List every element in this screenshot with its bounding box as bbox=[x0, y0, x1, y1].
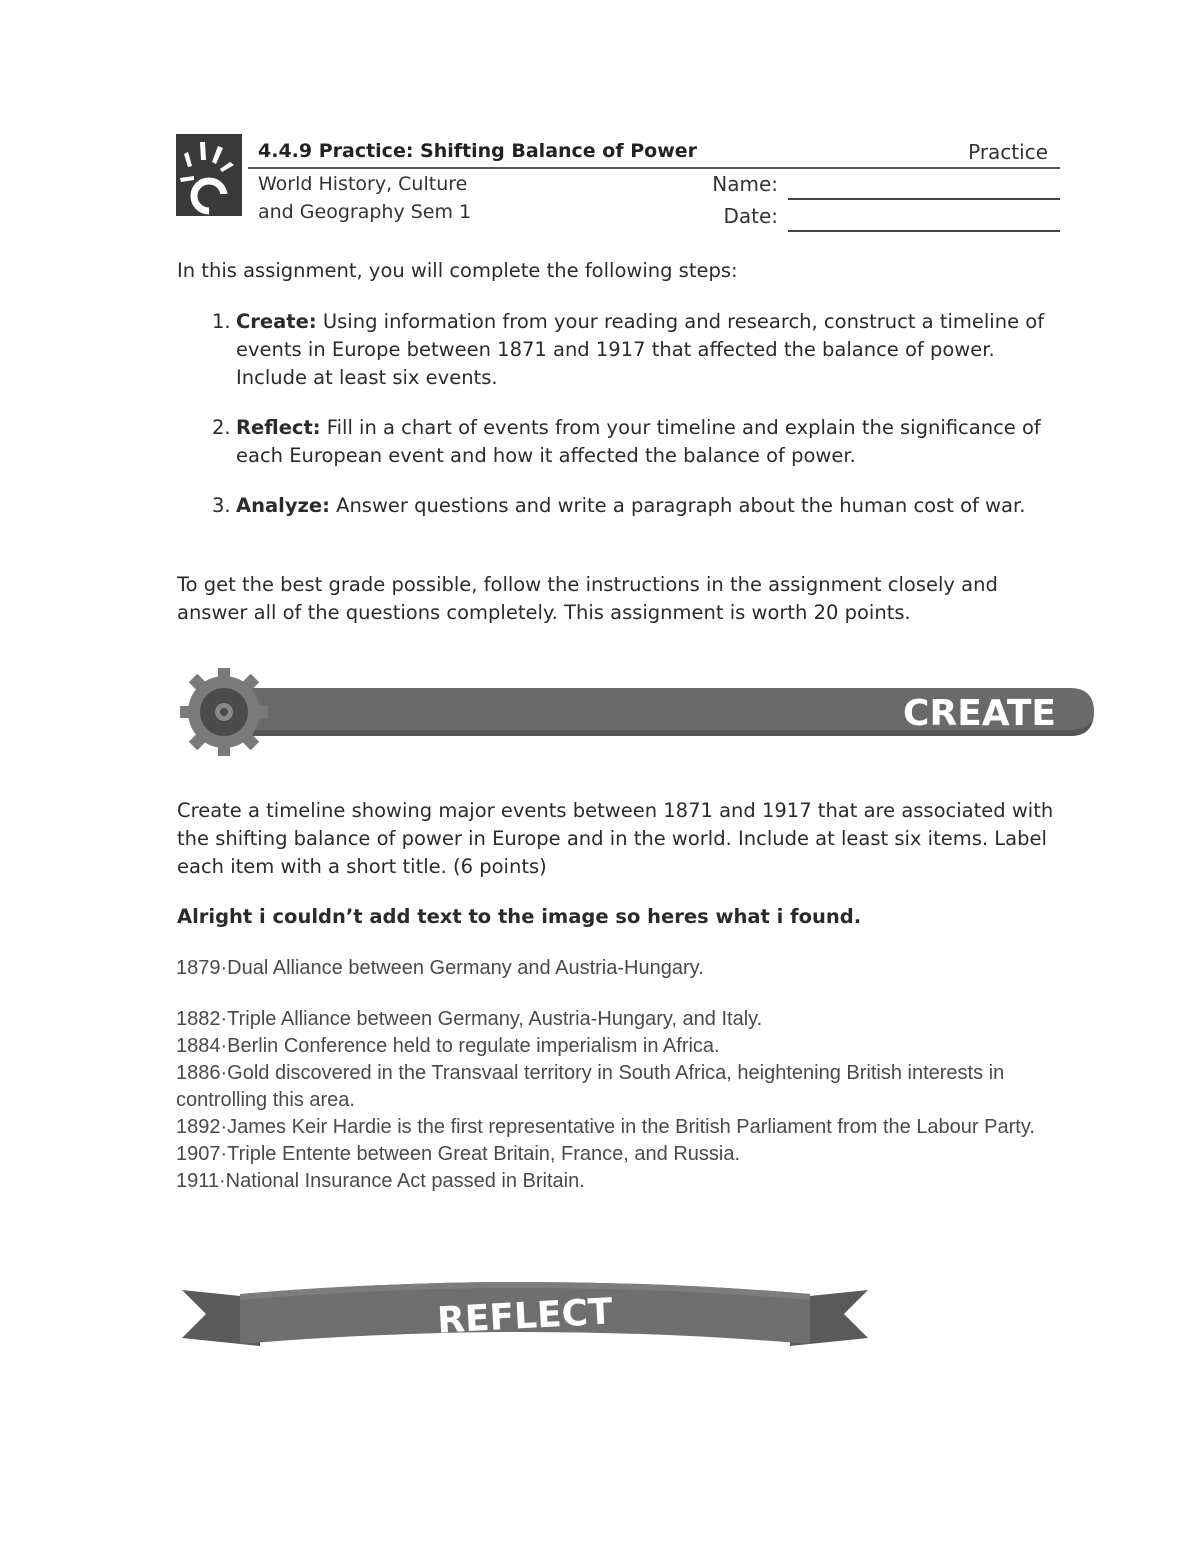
date-label: Date: bbox=[723, 204, 778, 228]
reflect-section-banner bbox=[180, 1268, 870, 1362]
step-label: Create: bbox=[236, 310, 317, 333]
step-label: Reflect: bbox=[236, 416, 321, 439]
timeline-events-list bbox=[176, 955, 1056, 1195]
steps-list bbox=[212, 308, 1066, 542]
assignment-type-label: Practice bbox=[968, 140, 1048, 164]
step-text: Using information from your reading and research, construct a timeline of events in Europe between 1871 and 1917 that affected the balance of power. Include at least six events. bbox=[236, 310, 1045, 389]
timeline-event: 1886·Gold discovered in the Transvaal territory in South Africa, heightening British interests in controlling this area. bbox=[176, 1062, 1005, 1111]
grading-note: To get the best grade possible, follow the instructions in the assignment closely and answer all of the questions completely. This assignment is worth 20 points. bbox=[177, 573, 998, 624]
step-number: 1. bbox=[212, 310, 231, 333]
name-label: Name: bbox=[712, 172, 778, 196]
course-name bbox=[258, 170, 558, 226]
step-number: 2. bbox=[212, 416, 231, 439]
gear-icon bbox=[180, 668, 268, 756]
step-text: Answer questions and write a paragraph about the human cost of war. bbox=[329, 494, 1026, 517]
timeline-event: 1907·Triple Entente between Great Britain, France, and Russia. bbox=[176, 1143, 741, 1165]
course-line-1: World History, Culture bbox=[258, 173, 468, 195]
step-label: Analyze: bbox=[236, 494, 330, 517]
reflect-banner-label: REFLECT bbox=[436, 1291, 614, 1342]
create-banner-label: CREATE bbox=[903, 693, 1056, 734]
timeline-event: 1911·National Insurance Act passed in Britain. bbox=[176, 1170, 585, 1192]
course-line-2: and Geography Sem 1 bbox=[258, 201, 472, 223]
intro-text: In this assignment, you will complete the following steps: bbox=[177, 259, 738, 282]
student-note: Alright i couldn’t add text to the image so heres what i found. bbox=[177, 905, 862, 928]
assignment-title: 4.4.9 Practice: Shifting Balance of Power bbox=[258, 140, 698, 162]
school-logo-icon bbox=[176, 134, 242, 216]
timeline-event: 1882·Triple Alliance between Germany, Austria-Hungary, and Italy. bbox=[176, 1008, 763, 1030]
create-section-banner bbox=[180, 668, 1098, 756]
timeline-event: 1879·Dual Alliance between Germany and Austria-Hungary. bbox=[176, 957, 704, 979]
timeline-event: 1884·Berlin Conference held to regulate imperialism in Africa. bbox=[176, 1035, 720, 1057]
timeline-event: 1892·James Keir Hardie is the first representative in the British Parliament from the Labour Party. bbox=[176, 1116, 1035, 1138]
step-number: 3. bbox=[212, 494, 231, 517]
step-item-create bbox=[212, 308, 1066, 392]
name-field[interactable] bbox=[788, 198, 1060, 200]
step-text: Fill in a chart of events from your timeline and explain the significance of each European event and how it affected the balance of power. bbox=[236, 416, 1041, 467]
create-instructions: Create a timeline showing major events between 1871 and 1917 that are associated with the shifting balance of power in Europe and in the world. Include at least six items. Label each item with a short title. (6 points) bbox=[177, 799, 1054, 878]
step-item-reflect bbox=[212, 414, 1066, 470]
header-divider bbox=[248, 167, 1060, 169]
step-item-analyze bbox=[212, 492, 1066, 520]
date-field[interactable] bbox=[788, 230, 1060, 232]
